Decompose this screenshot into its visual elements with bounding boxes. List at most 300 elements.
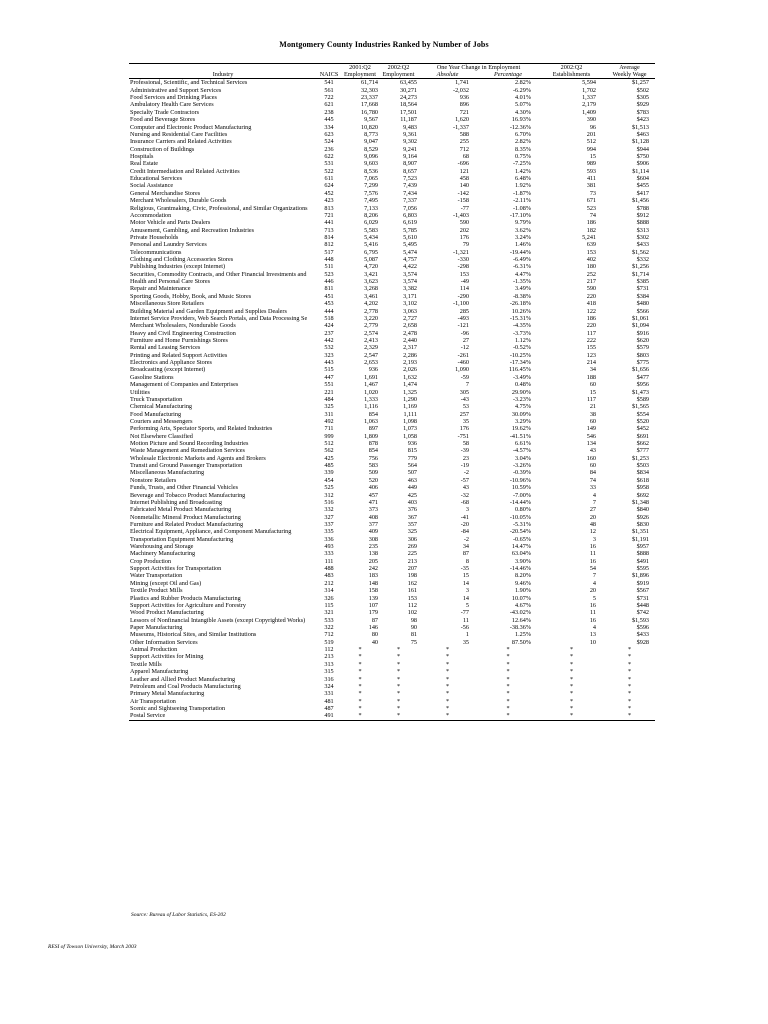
cell-establishments: 418 <box>586 300 596 308</box>
cell-industry: Performing Arts, Spectator Sports, and Related Industries <box>130 425 273 433</box>
cell-emp2001: 4,202 <box>364 300 378 308</box>
cell-naics: 712 <box>324 631 334 639</box>
cell-emp2001: 373 <box>368 506 378 514</box>
cell-change-absolute: * <box>445 675 450 683</box>
cell-industry: Accommodation <box>130 211 172 219</box>
cell-weekly-wage: $463 <box>636 130 649 138</box>
cell-emp2002: 9,361 <box>403 130 417 138</box>
cell-weekly-wage: $596 <box>636 624 649 631</box>
cell-establishments: 402 <box>586 256 596 264</box>
table-row <box>129 595 655 602</box>
cell-industry: Funds, Trusts, and Other Financial Vehicles <box>130 484 238 492</box>
table-row <box>129 227 655 234</box>
cell-change-percent: -38.36% <box>509 624 531 631</box>
cell-establishments: 1,702 <box>582 86 596 94</box>
cell-change-absolute: -121 <box>457 322 469 330</box>
cell-naics: 452 <box>324 189 334 197</box>
cell-emp2001: 2,779 <box>364 322 378 330</box>
cell-industry: Crop Production <box>130 557 172 565</box>
header-industry: Industry <box>129 71 317 79</box>
cell-naics: 312 <box>324 491 334 499</box>
cell-emp2002: 6,803 <box>403 211 417 219</box>
cell-emp2001: 377 <box>368 520 378 528</box>
cell-change-absolute: -330 <box>457 256 469 264</box>
cell-emp2002: 1,632 <box>403 373 417 381</box>
cell-weekly-wage: $1,256 <box>631 263 649 271</box>
cell-industry: Postal Service <box>129 712 317 720</box>
cell-weekly-wage: $1,257 <box>631 79 649 87</box>
cell-establishments: 96 <box>589 123 596 131</box>
cell-weekly-wage: $1,191 <box>631 535 649 543</box>
cell-emp2001: 308 <box>368 535 378 543</box>
header-emp2001-period: 2001:Q2 <box>341 64 379 72</box>
cell-naics: 221 <box>324 388 334 396</box>
cell-naics: 484 <box>324 395 334 403</box>
cell-change-percent: -8.38% <box>512 292 531 300</box>
cell-establishments: 1,337 <box>582 94 596 102</box>
cell-change-percent: 4.30% <box>515 108 531 116</box>
cell-change-absolute: -96 <box>460 329 469 337</box>
cell-emp2002: * <box>396 660 401 668</box>
cell-industry: Specialty Trade Contractors <box>130 108 200 116</box>
cell-change-percent: -15.31% <box>509 314 531 322</box>
cell-emp2001: 897 <box>368 425 378 433</box>
cell-emp2002: 8,907 <box>403 160 417 168</box>
cell-naics: 721 <box>324 211 334 219</box>
cell-change-absolute: 87 <box>462 550 469 558</box>
cell-weekly-wage: $958 <box>636 484 649 492</box>
cell-change-percent: 0.48% <box>515 381 531 389</box>
cell-weekly-wage: $620 <box>636 336 649 344</box>
cell-emp2001: 1,809 <box>364 432 378 440</box>
cell-emp2002: * <box>396 682 401 690</box>
cell-naics: 324 <box>324 682 334 690</box>
cell-establishments: 7 <box>592 572 596 580</box>
cell-naics: 333 <box>324 550 334 558</box>
cell-naics: 448 <box>324 256 334 264</box>
cell-change-absolute: -84 <box>460 528 469 536</box>
cell-naics: 713 <box>324 226 334 234</box>
cell-change-percent: 16.93% <box>511 116 531 124</box>
cell-emp2002: 376 <box>407 506 417 514</box>
cell-industry: General Merchandise Stores <box>130 189 201 197</box>
cell-emp2002: 2,286 <box>403 351 417 359</box>
cell-emp2001: 7,576 <box>364 189 378 197</box>
cell-change-percent: -3.26% <box>512 462 531 470</box>
table-row <box>129 182 655 189</box>
table-row <box>129 536 655 543</box>
footer-credit: RESI of Towson University, March 2003 <box>48 944 137 950</box>
cell-emp2002: 3,382 <box>403 285 417 293</box>
cell-change-absolute: -142 <box>457 189 469 197</box>
cell-industry: Building Material and Garden Equipment and Supplies Dealers <box>130 307 287 315</box>
cell-change-percent: -17.10% <box>509 211 531 219</box>
cell-change-absolute: 58 <box>462 440 469 448</box>
cell-emp2001: 6,795 <box>364 248 378 256</box>
cell-weekly-wage: $919 <box>636 579 649 587</box>
cell-emp2002: 24,273 <box>399 94 417 102</box>
cell-weekly-wage: $1,473 <box>631 388 649 396</box>
cell-industry: Lessors of Nonfinancial Intangible Assets (except Copyrighted Works) <box>130 616 306 624</box>
cell-establishments: 5 <box>592 594 596 602</box>
cell-establishments: 3 <box>592 535 596 543</box>
cell-weekly-wage: $731 <box>636 285 649 293</box>
cell-establishments: 153 <box>586 248 596 256</box>
cell-weekly-wage: $566 <box>636 307 649 315</box>
cell-change-absolute: * <box>445 646 450 654</box>
cell-industry: Nonstore Retailers <box>130 476 177 484</box>
cell-weekly-wage: $1,714 <box>631 270 649 278</box>
table-row <box>129 624 655 631</box>
cell-weekly-wage: $417 <box>636 189 649 197</box>
cell-emp2002: 63,455 <box>399 79 417 87</box>
cell-weekly-wage: $305 <box>636 94 649 102</box>
table-row <box>129 234 655 241</box>
cell-establishments: 15 <box>589 388 596 396</box>
cell-change-absolute: 1,741 <box>455 79 469 87</box>
cell-establishments: 117 <box>586 329 596 337</box>
cell-establishments: 74 <box>589 476 596 484</box>
table-row <box>129 639 655 646</box>
cell-emp2001: 7,133 <box>364 204 378 212</box>
cell-weekly-wage: $956 <box>636 381 649 389</box>
cell-naics: 624 <box>324 182 334 190</box>
cell-naics: 519 <box>324 638 334 646</box>
cell-emp2002: 2,193 <box>403 359 417 367</box>
cell-change-percent: 1.25% <box>515 631 531 639</box>
cell-change-percent: 63.04% <box>511 550 531 558</box>
cell-naics: 112 <box>324 646 334 654</box>
cell-change-percent: 6.61% <box>515 440 531 448</box>
cell-weekly-wage: $803 <box>636 351 649 359</box>
cell-naics: 562 <box>324 447 334 455</box>
cell-change-absolute: 285 <box>459 307 469 315</box>
cell-naics: 111 <box>324 557 334 565</box>
cell-emp2001: 107 <box>368 601 378 609</box>
cell-change-percent: -19.44% <box>509 248 531 256</box>
cell-naics: 311 <box>324 410 334 418</box>
table-row <box>129 168 655 175</box>
cell-emp2001: 8,206 <box>364 211 378 219</box>
cell-weekly-wage: $520 <box>636 417 649 425</box>
cell-change-absolute: -20 <box>460 520 469 528</box>
cell-change-percent: 116.45% <box>509 366 531 374</box>
cell-industry: Educational Services <box>130 175 183 183</box>
cell-change-absolute: 896 <box>459 101 469 109</box>
cell-industry: Ambulatory Health Care Services <box>130 101 214 109</box>
cell-industry: Air Transportation <box>130 697 176 705</box>
cell-emp2001: * <box>358 653 362 661</box>
cell-industry: Machinery Manufacturing <box>130 550 196 558</box>
table-row <box>129 146 655 153</box>
cell-emp2001: 509 <box>368 469 378 477</box>
cell-naics: 515 <box>324 366 334 374</box>
cell-naics: 327 <box>324 513 334 521</box>
cell-industry: Electronics and Appliance Stores <box>130 359 212 367</box>
table-row <box>129 278 655 285</box>
cell-emp2001: 16,780 <box>360 108 378 116</box>
cell-weekly-wage: $906 <box>636 160 649 168</box>
cell-naics: 517 <box>324 248 334 256</box>
table-row <box>129 683 655 690</box>
cell-emp2001: * <box>341 712 379 720</box>
cell-change-percent: 29.90% <box>511 388 531 396</box>
cell-emp2002: 463 <box>407 476 417 484</box>
cell-emp2001: 158 <box>368 587 378 595</box>
cell-emp2001: 409 <box>368 528 378 536</box>
cell-industry: Fabricated Metal Product Manufacturing <box>130 506 232 514</box>
cell-naics: 511 <box>324 263 334 271</box>
table-row <box>129 293 655 300</box>
cell-establishments: 16 <box>589 543 596 551</box>
cell-emp2002: 936 <box>407 440 417 448</box>
cell-industry: Health and Personal Care Stores <box>130 278 211 286</box>
cell-change-percent: 2.82% <box>515 79 531 87</box>
cell-change-percent: 19.62% <box>511 425 531 433</box>
cell-naics: 335 <box>324 528 334 536</box>
cell-change-absolute: 43 <box>462 484 469 492</box>
header-emp2001: Employment <box>341 71 379 79</box>
cell-change-absolute: 5 <box>465 601 469 609</box>
cell-establishments: 73 <box>589 189 596 197</box>
cell-weekly-wage: $928 <box>636 638 649 646</box>
cell-industry: Support Activities for Transportation <box>130 565 222 573</box>
table-row <box>129 587 655 594</box>
cell-change-absolute: 14 <box>462 594 469 602</box>
cell-establishments: 74 <box>589 211 596 219</box>
cell-naics: 491 <box>317 712 341 720</box>
cell-establishments: 182 <box>586 226 596 234</box>
cell-change-absolute: 458 <box>459 175 469 183</box>
cell-naics: 425 <box>324 454 334 462</box>
cell-change-absolute: 1,090 <box>455 366 469 374</box>
cell-establishments: 512 <box>586 138 596 146</box>
cell-weekly-wage: $452 <box>636 425 649 433</box>
cell-establishments: * <box>569 690 574 698</box>
cell-change-absolute: 590 <box>459 219 469 227</box>
cell-emp2002: 5,610 <box>403 233 417 241</box>
cell-establishments: 220 <box>586 292 596 300</box>
cell-emp2002: 5,495 <box>403 241 417 249</box>
cell-naics: 611 <box>324 175 334 183</box>
cell-establishments: * <box>569 682 574 690</box>
table-row <box>129 550 655 557</box>
cell-establishments: 16 <box>589 601 596 609</box>
cell-naics: 516 <box>324 498 334 506</box>
header-emp2002: Employment <box>379 71 418 79</box>
cell-change-absolute: 176 <box>459 425 469 433</box>
cell-establishments: 4 <box>592 491 596 499</box>
cell-naics: 812 <box>324 241 334 249</box>
cell-weekly-wage: $1,565 <box>631 403 649 411</box>
cell-establishments: 33 <box>589 484 596 492</box>
cell-industry: Nonmetallic Mineral Product Manufacturing <box>130 513 241 521</box>
cell-emp2001: * <box>358 697 362 705</box>
cell-change-percent: -10.25% <box>509 351 531 359</box>
cell-change-percent: 1.12% <box>515 336 531 344</box>
cell-emp2001: 8,536 <box>364 167 378 175</box>
table-row <box>129 440 655 447</box>
cell-industry: Private Households <box>130 233 179 241</box>
cell-change-absolute: 588 <box>459 130 469 138</box>
cell-emp2002: 2,317 <box>403 344 417 352</box>
cell-change-percent: 2.82% <box>515 138 531 146</box>
cell-weekly-wage: $777 <box>636 447 649 455</box>
table-row <box>129 676 655 683</box>
cell-establishments: 5,241 <box>582 233 596 241</box>
cell-naics: 423 <box>324 197 334 205</box>
cell-industry: Merchant Wholesalers, Durable Goods <box>130 197 227 205</box>
table-row <box>129 690 655 697</box>
table-row <box>129 374 655 381</box>
cell-naics: 487 <box>324 704 334 712</box>
table-row <box>129 124 655 131</box>
cell-industry: Personal and Laundry Services <box>130 241 207 249</box>
cell-industry: Miscellaneous Manufacturing <box>130 469 205 477</box>
cell-emp2001: 1,116 <box>364 403 378 411</box>
cell-emp2002: 207 <box>407 565 417 573</box>
cell-emp2002: 1,325 <box>403 388 417 396</box>
table-row <box>129 484 655 491</box>
cell-change-percent: -3.73% <box>512 329 531 337</box>
cell-change-percent: 4.67% <box>515 601 531 609</box>
cell-establishments: 381 <box>586 182 596 190</box>
cell-emp2002: 367 <box>407 513 417 521</box>
table-row <box>129 668 655 675</box>
cell-emp2001: * <box>358 668 362 676</box>
cell-industry: Truck Transportation <box>130 395 183 403</box>
cell-change-absolute: * <box>445 682 450 690</box>
cell-change-absolute: * <box>445 668 450 676</box>
cell-industry: Food Services and Drinking Places <box>130 94 217 102</box>
table-row <box>129 352 655 359</box>
cell-change-percent: * <box>506 704 510 712</box>
cell-emp2002: 90 <box>410 624 417 631</box>
cell-emp2001: 1,333 <box>364 395 378 403</box>
cell-establishments: 186 <box>586 314 596 322</box>
table-row <box>129 219 655 226</box>
cell-change-absolute: * <box>445 697 450 705</box>
cell-emp2002: 5,785 <box>403 226 417 234</box>
cell-change-percent: -3.23% <box>512 395 531 403</box>
cell-change-absolute: 176 <box>459 233 469 241</box>
table-row <box>129 190 655 197</box>
cell-naics: 322 <box>324 624 334 631</box>
table-row <box>129 197 655 204</box>
cell-weekly-wage: $691 <box>636 432 649 440</box>
cell-emp2001: 9,096 <box>364 153 378 160</box>
cell-establishments: * <box>569 675 574 683</box>
table-row <box>129 565 655 572</box>
cell-naics: 213 <box>324 653 334 661</box>
cell-naics: 315 <box>324 668 334 676</box>
cell-emp2002: 779 <box>407 454 417 462</box>
cell-emp2002: 2,727 <box>403 314 417 322</box>
cell-emp2002: 30,271 <box>399 86 417 94</box>
cell-change-absolute: -68 <box>460 498 469 506</box>
cell-emp2001: 406 <box>368 484 378 492</box>
table-row <box>129 285 655 292</box>
cell-change-percent: 14.47% <box>511 543 531 551</box>
cell-industry: Transit and Ground Passenger Transportation <box>130 462 243 470</box>
cell-change-absolute: 3 <box>465 587 469 595</box>
cell-establishments: 217 <box>586 278 596 286</box>
table-row <box>129 87 655 94</box>
cell-establishments: 16 <box>589 616 596 624</box>
header-weekly-wage: Weekly Wage <box>604 71 655 79</box>
cell-emp2001: 183 <box>368 572 378 580</box>
cell-naics: 326 <box>324 594 334 602</box>
cell-industry: Couriers and Messengers <box>130 417 193 425</box>
cell-industry: Amusement, Gambling, and Recreation Industries <box>130 226 255 234</box>
cell-change-percent: 1.46% <box>515 241 531 249</box>
cell-emp2001: 32,303 <box>360 86 378 94</box>
cell-naics: 454 <box>324 476 334 484</box>
source-note: Source: Bureau of Labor Statistics, ES-202 <box>131 912 226 918</box>
cell-weekly-wage: $502 <box>636 86 649 94</box>
cell-emp2002: 7,337 <box>403 197 417 205</box>
cell-weekly-wage: $788 <box>636 204 649 212</box>
cell-establishments: 4 <box>592 624 596 631</box>
cell-industry: Hospitals <box>130 153 154 160</box>
cell-industry: Gasoline Stations <box>130 373 174 381</box>
cell-change-absolute: -56 <box>460 624 469 631</box>
cell-change-absolute: -1,337 <box>453 123 469 131</box>
cell-naics: 212 <box>324 579 334 587</box>
cell-weekly-wage: $503 <box>636 462 649 470</box>
table-row <box>129 116 655 123</box>
cell-industry: Transportation Equipment Manufacturing <box>130 535 234 543</box>
cell-emp2002: * <box>396 697 401 705</box>
cell-establishments: 989 <box>586 160 596 168</box>
cell-naics: 811 <box>324 285 334 293</box>
cell-establishments: 188 <box>586 373 596 381</box>
cell-weekly-wage: * <box>627 697 632 705</box>
cell-emp2002: 11,187 <box>400 116 417 124</box>
cell-naics: 442 <box>324 336 334 344</box>
cell-emp2002: 1,111 <box>403 410 417 418</box>
cell-emp2001: 23,337 <box>360 94 378 102</box>
cell-weekly-wage: $480 <box>636 300 649 308</box>
cell-emp2001: 854 <box>368 447 378 455</box>
cell-emp2001: 2,574 <box>364 329 378 337</box>
cell-weekly-wage: $750 <box>636 153 649 160</box>
cell-emp2002: 425 <box>407 491 417 499</box>
cell-change-percent: -2.11% <box>513 197 531 205</box>
table-row <box>129 580 655 587</box>
cell-change-absolute: -49 <box>460 278 469 286</box>
cell-emp2002: 75 <box>410 638 417 646</box>
header-establishments: Establishments <box>539 71 604 79</box>
table-row <box>129 94 655 101</box>
cell-industry: Publishing Industries (except Internet) <box>130 263 226 271</box>
page-title: Montgomery County Industries Ranked by Number of Jobs <box>279 40 489 49</box>
cell-change-absolute: * <box>445 653 450 661</box>
cell-establishments: 593 <box>586 167 596 175</box>
cell-emp2001: 80 <box>371 631 378 639</box>
cell-change-percent: * <box>506 660 510 668</box>
cell-change-percent: 3.90% <box>515 557 531 565</box>
cell-naics: 512 <box>324 440 334 448</box>
header-wage-top: Average <box>604 64 655 72</box>
cell-establishments: * <box>539 712 604 720</box>
cell-emp2002: 1,290 <box>403 395 417 403</box>
cell-emp2002: 225 <box>407 550 417 558</box>
cell-establishments: 134 <box>586 440 596 448</box>
cell-weekly-wage: $1,562 <box>631 248 649 256</box>
cell-weekly-wage: * <box>627 690 632 698</box>
cell-emp2002: 9,302 <box>403 138 417 146</box>
